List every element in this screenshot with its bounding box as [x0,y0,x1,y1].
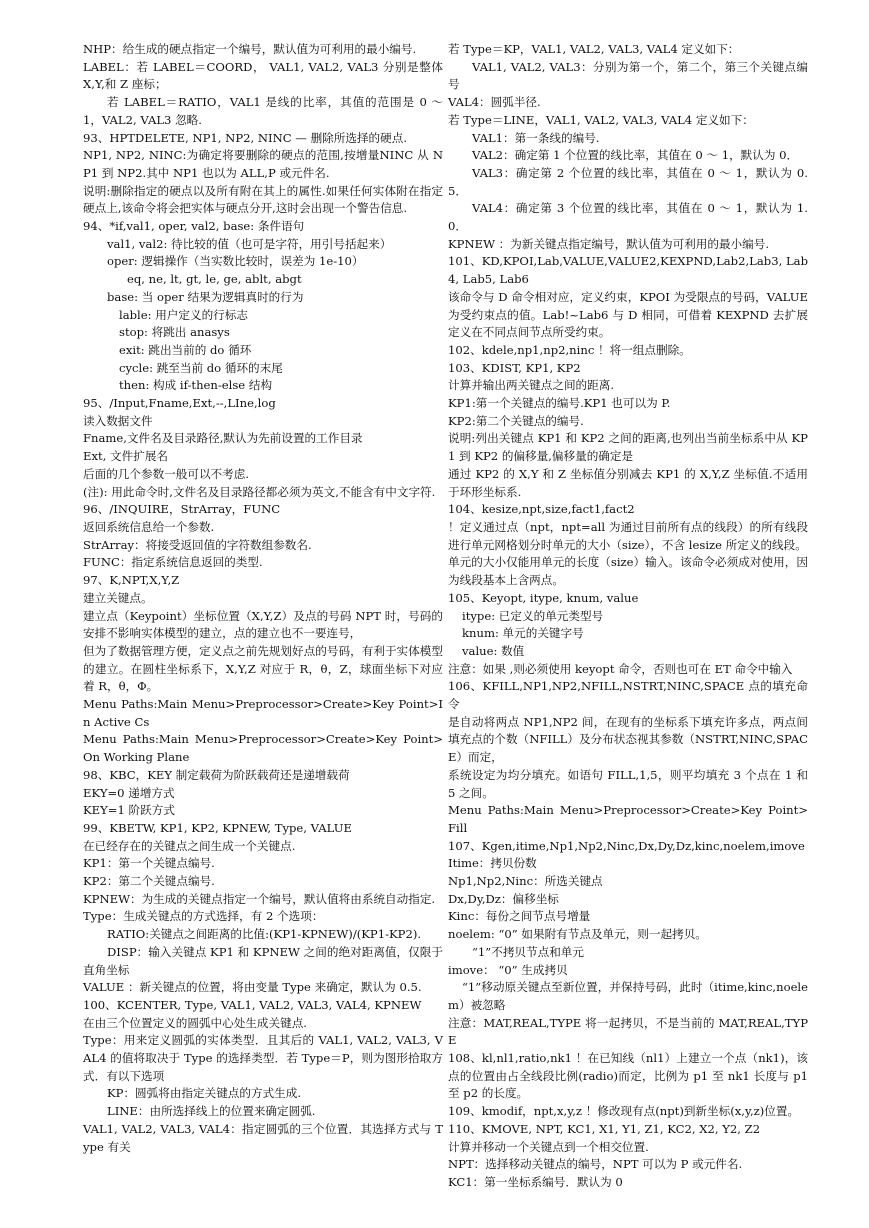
text-paragraph: Dx,Dy,Dz：偏移坐标 [448,891,559,906]
text-paragraph: “1”不拷贝节点和单元 [472,944,584,959]
text-paragraph: 102、kdele,np1,np2,ninc ！将一组点删除。 [448,342,691,357]
text-paragraph: 该命令与 D 命令相对应，定义约束，KPOI 为受限点的号码，VALUE 为受约束点的值。Lab!~Lab6 与 D 相同，可借着 KEXPND 去扩展定义在不同点间节点所受约束。 [448,289,808,340]
text-paragraph: EKY=0 递增方式 [83,785,175,800]
text-paragraph: 101、KD,KPOI,Lab,VALUE,VALUE2,KEXPND,Lab2,Lab3, Lab4, Lab5, Lab6 [448,254,808,287]
text-paragraph: 通过 KP2 的 X,Y 和 Z 坐标值分别减去 KP1 的 X,Y,Z 坐标值.不适用于环形坐标系. [448,466,808,499]
text-paragraph: 建立关键点。 [83,590,153,605]
text-paragraph: “1”移动原关键点至新位置，并保持号码，此时（itime,kinc,noelem）被忽略 [448,980,808,1012]
text-paragraph: 返回系统信息给一个参数. [83,519,215,534]
text-paragraph: LABEL：若 LABEL＝COORD， VAL1, VAL2, VAL3 分别是整体 X,Y,和 Z 座标； [83,59,443,92]
text-paragraph: 97、K,NPT,X,Y,Z [83,573,180,588]
text-paragraph: 106、KFILL,NP1,NP2,NFILL,NSTRT,NINC,SPACE 点的填充命令 [448,679,808,712]
text-paragraph: StrArray：将接受返回值的字符数组参数名. [83,537,312,552]
text-paragraph: 但为了数据管理方便，定义点之前先规划好点的号码，有利于实体模型的建立。在圆柱坐标系下，X,Y,Z 对应于 R，θ，Z，球面坐标下对应着 R，θ，Φ。 [83,643,443,694]
text-paragraph: 系统设定为均分填充。如语句 FILL,1,5，则平均填充 3 个点在 1 和 5 之间。 [448,767,808,800]
text-paragraph: eq, ne, lt, gt, le, ge, ablt, abgt [127,272,302,287]
text-paragraph: KP2:第二个关键点的编号. [448,413,584,428]
text-paragraph: 96、/INQUIRE，StrArray，FUNC [83,502,281,517]
text-paragraph: 单元的大小仅能用单元的长度（size）输入。该命令必须成对使用，因为线段基本上含两点。 [448,555,808,588]
text-paragraph: Itime：拷贝份数 [448,856,537,871]
text-paragraph: 在已经存在的关键点之间生成一个关键点. [83,838,296,853]
text-paragraph: Np1,Np2,Ninc：所选关键点 [448,874,603,889]
text-paragraph: Ext, 文件扩展名 [83,449,169,464]
text-paragraph: 100、KCENTER, Type, VAL1, VAL2, VAL3, VAL4, KPNEW [83,997,422,1012]
text-paragraph: 95、/Input,Fname,Ext,--,LIne,log [83,396,276,411]
text-paragraph: 107、Kgen,itime,Np1,Np2,Ninc,Dx,Dy,Dz,kinc,noelem,imove [448,838,805,853]
text-paragraph: KP：圆弧将由指定关键点的方式生成. [107,1086,302,1101]
text-paragraph: 若 Type＝LINE，VAL1, VAL2, VAL3, VAL4 定义如下： [448,112,754,127]
text-paragraph: LINE：由所选择线上的位置来确定圆弧. [107,1104,316,1119]
text-paragraph: 建立点（Keypoint）坐标位置（X,Y,Z）及点的号码 NPT 时，号码的安排不影响实体模型的建立，点的建立也不一要连号， [83,608,443,641]
text-paragraph: stop: 将跳出 anasys [119,325,230,340]
text-paragraph: NP1, NP2, NINC:为确定将要删除的硬点的范围,按增量NINC 从 NP1 到 NP2.其中 NP1 也以为 ALL,P 或元件名. [83,148,443,180]
text-paragraph: VAL1, VAL2, VAL3：分别为第一个，第二个，第三个关键点编号 [448,59,808,92]
text-paragraph: Fname,文件名及目录路径,默认为先前设置的工作目录 [83,431,363,446]
text-paragraph: 104、kesize,npt,size,fact1,fact2 [448,502,635,517]
text-paragraph: 109、kmodif，npt,x,y,z ！修改现有点(npt)到新坐标(x,y,z)位置。 [448,1104,800,1119]
text-paragraph: VAL3：确定第 2 个位置的线比率，其值在 0 ～ 1，默认为 0.5． [448,165,808,198]
text-paragraph: 是自动将两点 NP1,NP2 间，在现有的坐标系下填充许多点，两点间填充点的个数（NFILL）及分布状态视其参数（NSTRT,NINC,SPACE）而定， [448,714,808,765]
text-paragraph: 说明:列出关键点 KP1 和 KP2 之间的距离,也列出当前坐标系中从 KP1 到 KP2 的偏移量,偏移量的确定是 [448,431,808,464]
text-paragraph: VALUE ：新关键点的位置，将由变量 Type 来确定，默认为 0.5. [83,980,422,995]
text-paragraph: exit: 跳出当前的 do 循环 [119,342,252,357]
text-paragraph: value: 数值 [462,643,525,658]
text-paragraph: noelem: “0” 如果附有节点及单元，则一起拷贝。 [448,927,707,942]
text-paragraph: 计算并移动一个关键点到一个相交位置. [448,1139,649,1154]
text-paragraph: 后面的几个参数一般可以不考虑. [83,466,249,481]
text-paragraph: 94、*if,val1, oper, val2, base: 条件语句 [83,219,305,234]
text-paragraph: (注): 用此命令时,文件名及目录路径都必须为英文,不能含有中文字符. [83,484,436,499]
text-paragraph: 若 Type＝KP，VAL1, VAL2, VAL3, VAL4 定义如下： [448,42,740,56]
text-paragraph: Type：用来定义圆弧的实体类型．且其后的 VAL1, VAL2, VAL3, VAL4 的值将取决于 Type 的选择类型．若 Type＝P，则为图形拾取方式．有以下选项 [83,1033,443,1083]
text-paragraph: val1, val2: 待比较的值（也可是字符，用引号括起来） [107,236,392,251]
text-paragraph: 108、kl,nl1,ratio,nk1 ！在已知线（nl1）上建立一个点（nk1)，该点的位置由占全线段比例(radio)而定，比例为 p1 至 nk1 长度与 p1 至 p2 的长度。 [448,1051,808,1101]
text-paragraph: DISP：输入关键点 KP1 和 KPNEW 之间的绝对距离值，仅限于直角坐标 [83,944,443,977]
text-paragraph: base: 当 oper 结果为逻辑真时的行为 [107,289,304,304]
text-paragraph: KPNEW：为生成的关键点指定一个编号，默认值将由系统自动指定. [83,891,436,906]
text-paragraph: oper: 逻辑操作（当实数比较时，误差为 1e-10） [107,254,364,269]
right-column [448,41,808,1192]
text-paragraph: lable: 用户定义的行标志 [119,307,248,322]
text-paragraph: 说明:删除指定的硬点以及所有附在其上的属性.如果任何实体附在指定硬点上,该命令将会把实体与硬点分开,这时会出现一个警告信息. [83,183,443,216]
text-paragraph: cycle: 跳至当前 do 循环的末尾 [119,360,283,375]
text-paragraph: Kinc：每份之间节点号增量 [448,909,591,924]
text-paragraph: ！定义通过点（npt，npt=all 为通过目前所有点的线段）的所有线段进行单元网格划分时单元的大小（size），不含 lesize 所定义的线段。 [448,519,808,552]
text-paragraph: KC1：第一坐标系编号．默认为 0 [448,1175,623,1189]
text-paragraph: KP2：第二个关键点编号. [83,874,215,889]
text-paragraph: then: 构成 if-then-else 结构 [119,378,273,393]
text-paragraph: 105、Keyopt, itype, knum, value [448,590,639,605]
text-paragraph: KEY=1 阶跃方式 [83,803,175,818]
text-paragraph: VAL1：第一条线的编号. [472,130,600,145]
text-paragraph: 计算并输出两关键点之间的距离. [448,378,614,393]
text-paragraph: 在由三个位置定义的圆弧中心处生成关键点. [83,1015,307,1030]
text-paragraph: 93、HPTDELETE, NP1, NP2, NINC — 删除所选择的硬点. [83,130,408,145]
text-paragraph: NPT：选择移动关键点的编号，NPT 可以为 P 或元件名. [448,1157,743,1172]
text-paragraph: VAL4：确定第 3 个位置的线比率，其值在 0 ～ 1，默认为 1.0． [448,201,808,234]
text-paragraph: imove： “0” 生成拷贝 [448,962,568,977]
text-paragraph: KP1：第一个关键点编号. [83,856,215,871]
text-paragraph: knum: 单元的关键字号 [462,626,584,641]
text-paragraph: VAL1, VAL2, VAL3, VAL4：指定圆弧的三个位置．其选择方式与 Type 有关 [83,1121,443,1154]
text-paragraph: 103、KDIST, KP1, KP2 [448,360,581,375]
text-paragraph: Menu Paths:Main Menu>Preprocessor>Create>Key Point>In Active Cs [83,697,443,729]
text-paragraph: NHP：给生成的硬点指定一个编号，默认值为可利用的最小编号. [83,42,417,56]
text-paragraph: RATIO:关键点之间距离的比值:(KP1-KPNEW)/(KP1-KP2). [107,927,422,942]
text-paragraph: VAL4：圆弧半径. [448,95,541,110]
text-paragraph: VAL2：确定第 1 个位置的线比率，其值在 0 ～ 1，默认为 0． [472,148,799,163]
left-column [83,41,443,1156]
text-paragraph: itype: 已定义的单元类型号 [462,608,604,623]
text-paragraph: FUNC：指定系统信息返回的类型. [83,555,263,570]
text-paragraph: Type：生成关键点的方式选择，有 2 个选项： [83,909,324,924]
text-paragraph: 注意：MAT,REAL,TYPE 将一起拷贝，不是当前的 MAT,REAL,TYPE [448,1015,808,1048]
text-paragraph: 98、KBC，KEY 制定载荷为阶跃载荷还是递增载荷 [83,767,350,782]
text-paragraph: 110、KMOVE, NPT, KC1, X1, Y1, Z1, KC2, X2, Y2, Z2 [448,1121,761,1136]
text-paragraph: Menu Paths:Main Menu>Preprocessor>Create>Key Point>On Working Plane [83,732,443,765]
text-paragraph: Menu Paths:Main Menu>Preprocessor>Create>Key Point>Fill [448,803,808,835]
text-paragraph: 读入数据文件 [83,413,153,428]
text-paragraph: KPNEW ：为新关键点指定编号，默认值为可利用的最小编号. [448,236,770,251]
text-paragraph: KP1:第一个关键点的编号.KP1 也可以为 P. [448,396,671,411]
text-paragraph: 99、KBETW, KP1, KP2, KPNEW, Type, VALUE [83,820,352,835]
text-paragraph: 若 LABEL＝RATIO，VAL1 是线的比率，其值的范围是 0 ～ 1，VAL2, VAL3 忽略. [83,95,443,127]
text-paragraph: 注意：如果 ,则必须使用 keyopt 命令，否则也可在 ET 命令中输入 [448,661,793,676]
